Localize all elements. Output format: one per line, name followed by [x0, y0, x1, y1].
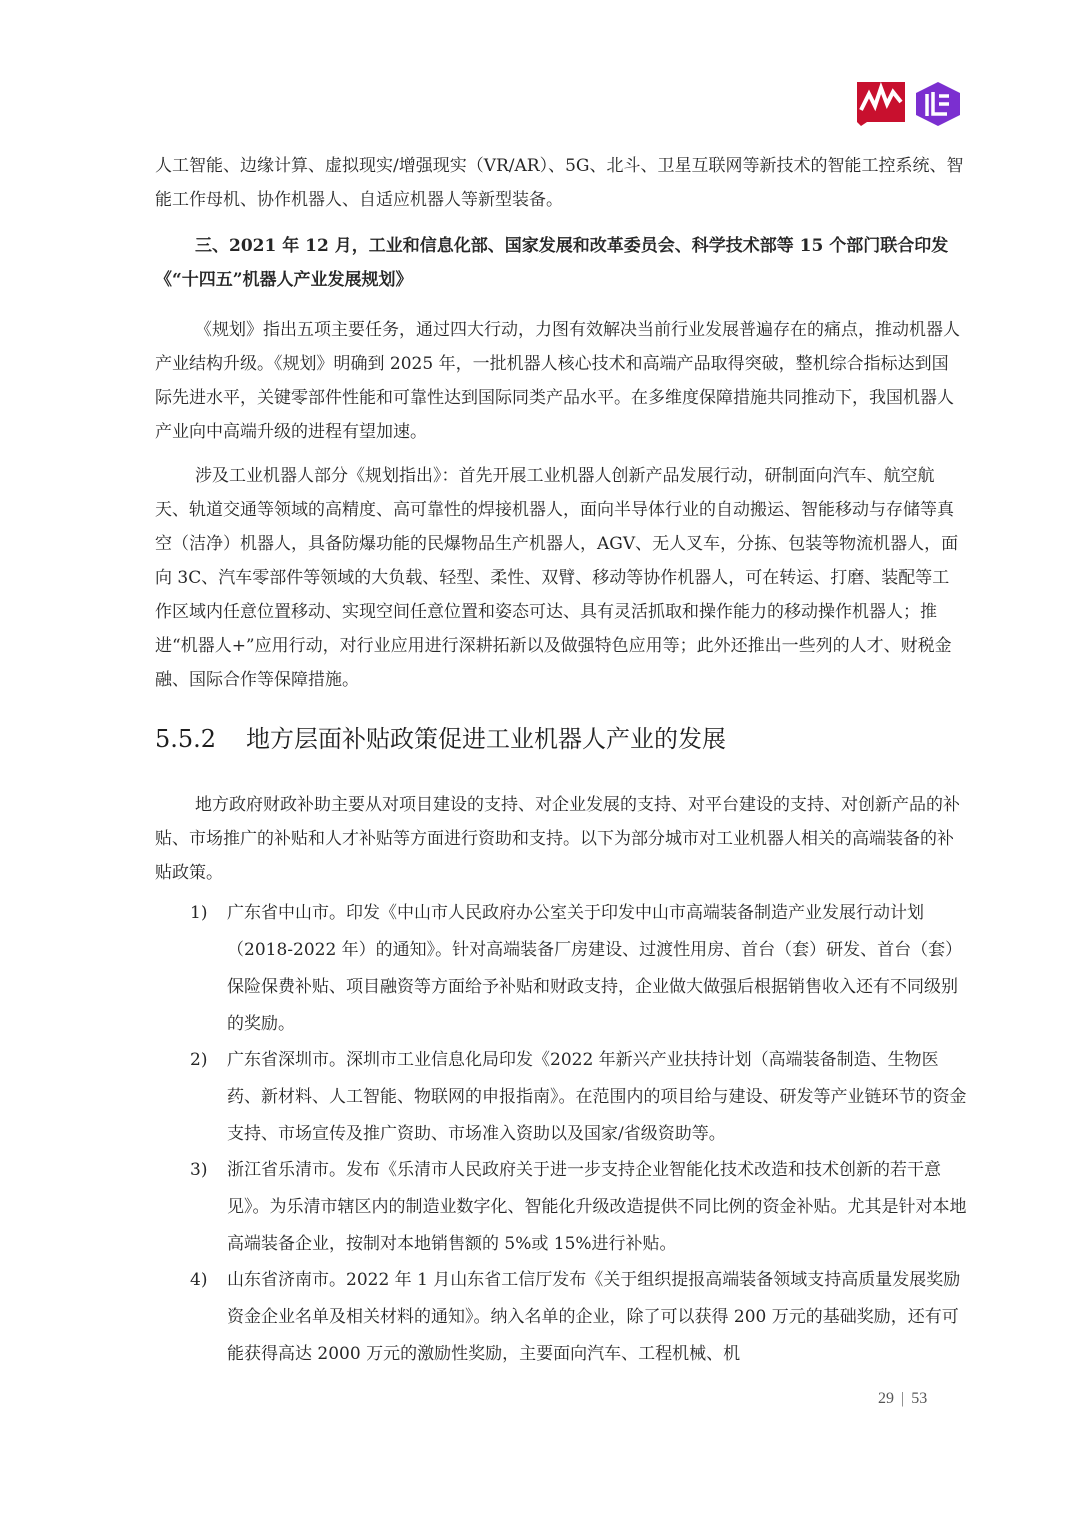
list-marker: 1)	[190, 903, 208, 923]
list-item-text: 广东省深圳市。深圳市工业信息化局印发《2022 年新兴产业扶持计划（高端装备制造、生物医药、新材料、人工智能、物联网的申报指南》。在范围内的项目给与建设、研发等产业链环节的资金支持、市场宣传及推广资助、市场准入资助以及国家/省级资助等。	[227, 1050, 967, 1144]
header-logos	[857, 80, 963, 128]
section-title: 地方层面补贴政策促进工业机器人产业的发展	[246, 725, 726, 753]
paragraph-new-tech-equipment: 人工智能、边缘计算、虚拟现实/增强现实（VR/AR）、5G、北斗、卫星互联网等新技术的智能工控系统、智能工作母机、协作机器人、自适应机器人等新型装备。	[155, 156, 964, 210]
list-marker: 2)	[190, 1050, 208, 1070]
list-marker: 3)	[190, 1160, 208, 1180]
current-page: 29	[878, 1390, 894, 1407]
red-wave-logo-icon	[857, 80, 905, 128]
purple-hexagon-logo-icon	[913, 80, 963, 128]
list-item-text: 广东省中山市。印发《中山市人民政府办公室关于印发中山市高端装备制造产业发展行动计划（2018-2022 年）的通知》。针对高端装备厂房建设、过渡性用房、首台（套）研发、首台（套）保险保费补贴、项目融资等方面给予补贴和财政支持，企业做大做强后根据销售收入还有不同级别的奖励。	[227, 903, 963, 1034]
list-item-text: 浙江省乐清市。发布《乐清市人民政府关于进一步支持企业智能化技术改造和技术创新的若干意见》。为乐清市辖区内的制造业数字化、智能化升级改造提供不同比例的资金补贴。尤其是针对本地高端装备企业，按制对本地销售额的 5%或 15%进行补贴。	[227, 1160, 967, 1254]
list-item	[190, 1042, 970, 1153]
page-separator: |	[901, 1390, 905, 1407]
paragraph-industrial-robot-tasks: 涉及工业机器人部分《规划指出》：首先开展工业机器人创新产品发展行动，研制面向汽车、航空航天、轨道交通等领域的高精度、高可靠性的焊接机器人，面向半导体行业的自动搬运、智能移动与存储等真空（洁净）机器人，具备防爆功能的民爆物品生产机器人，AGV、无人叉车，分拣、包装等物流机器人，面向 3C、汽车零部件等领域的大负载、轻型、柔性、双臂、移动等协作机器人，可在转运、打磨、装配等工作区域内任意位置移动、实现空间任意位置和姿态可达、具有灵活抓取和操作能力的移动操作机器人；推进“机器人+”应用行动，对行业应用进行深耕拓新以及做强特色应用等；此外还推出一些列的人才、财税金融、国际合作等保障措施。	[155, 466, 959, 690]
list-item	[190, 1152, 970, 1263]
paragraph-local-subsidy-intro: 地方政府财政补助主要从对项目建设的支持、对企业发展的支持、对平台建设的支持、对创新产品的补贴、市场推广的补贴和人才补贴等方面进行资助和支持。以下为部分城市对工业机器人相关的高端装备的补贴政策。	[155, 795, 960, 883]
subsidy-policy-list	[190, 895, 970, 1372]
list-item	[190, 1262, 970, 1373]
section-number: 5.5.2	[155, 725, 217, 753]
total-pages: 53	[911, 1390, 928, 1407]
paragraph-plan-summary: 《规划》指出五项主要任务，通过四大行动，力图有效解决当前行业发展普遍存在的痛点，推动机器人产业结构升级。《规划》明确到 2025 年，一批机器人核心技术和高端产品取得突破，整机综合指标达到国际先进水平，关键零部件性能和可靠性达到国际同类产品水平。在多维度保障措施共同推动下，我国机器人产业向中高端升级的进程有望加速。	[155, 320, 960, 442]
page-number	[878, 1390, 927, 1408]
section-heading	[155, 721, 726, 757]
list-marker: 4)	[190, 1270, 208, 1290]
paragraph-robot-plan-heading: 三、2021 年 12 月，工业和信息化部、国家发展和改革委员会、科学技术部等 15 个部门联合印发《“十四五”机器人产业发展规划》	[155, 236, 949, 290]
list-item-text: 山东省济南市。2022 年 1 月山东省工信厅发布《关于组织提报高端装备领域支持高质量发展奖励资金企业名单及相关材料的通知》。纳入名单的企业，除了可以获得 200 万元的基础奖励，还有可能获得高达 2000 万元的激励性奖励，主要面向汽车、工程机械、机	[227, 1270, 961, 1364]
list-item	[190, 895, 970, 1043]
